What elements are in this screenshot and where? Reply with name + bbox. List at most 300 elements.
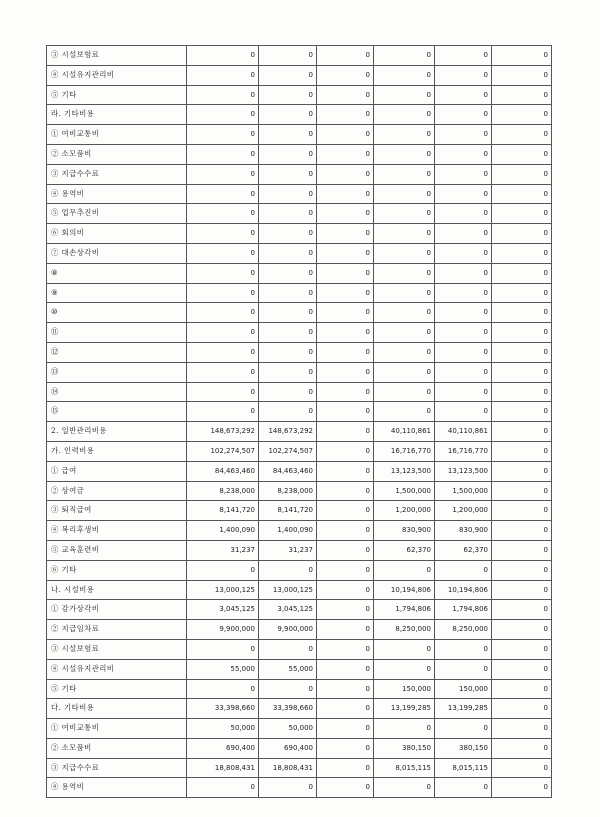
amount-cell: 0 — [317, 778, 374, 798]
amount-cell: 0 — [492, 560, 552, 580]
row-label: ① 여비교통비 — [47, 125, 187, 145]
amount-cell: 0 — [374, 402, 435, 422]
amount-cell: 0 — [187, 85, 259, 105]
amount-cell: 0 — [435, 659, 492, 679]
table-row — [47, 540, 552, 560]
amount-cell: 0 — [435, 719, 492, 739]
row-label: ④ 복리후생비 — [47, 521, 187, 541]
amount-cell: 0 — [259, 204, 317, 224]
table-row — [47, 243, 552, 263]
amount-cell: 0 — [492, 85, 552, 105]
amount-cell: 0 — [317, 738, 374, 758]
amount-cell: 0 — [374, 560, 435, 580]
amount-cell: 0 — [492, 283, 552, 303]
amount-cell: 0 — [492, 224, 552, 244]
row-label: ③ 시설보험료 — [47, 46, 187, 66]
row-label: ⑫ — [47, 342, 187, 362]
row-label: ⑥ 회의비 — [47, 224, 187, 244]
amount-cell: 0 — [492, 243, 552, 263]
table-row — [47, 303, 552, 323]
amount-cell: 0 — [317, 659, 374, 679]
row-label: ⑭ — [47, 382, 187, 402]
table-row — [47, 204, 552, 224]
table-row — [47, 422, 552, 442]
amount-cell: 0 — [374, 164, 435, 184]
amount-cell: 13,123,500 — [374, 461, 435, 481]
amount-cell: 8,238,000 — [187, 481, 259, 501]
amount-cell: 0 — [259, 778, 317, 798]
amount-cell: 0 — [259, 164, 317, 184]
amount-cell: 0 — [259, 382, 317, 402]
amount-cell: 0 — [492, 184, 552, 204]
amount-cell: 0 — [374, 639, 435, 659]
amount-cell: 0 — [187, 560, 259, 580]
amount-cell: 0 — [435, 125, 492, 145]
amount-cell: 0 — [374, 105, 435, 125]
amount-cell: 0 — [492, 659, 552, 679]
amount-cell: 0 — [317, 342, 374, 362]
amount-cell: 0 — [435, 85, 492, 105]
amount-cell: 0 — [492, 402, 552, 422]
amount-cell: 0 — [317, 125, 374, 145]
table-row — [47, 441, 552, 461]
amount-cell: 0 — [259, 679, 317, 699]
table-row — [47, 699, 552, 719]
amount-cell: 0 — [317, 501, 374, 521]
row-label: ② 소모품비 — [47, 738, 187, 758]
table-row — [47, 738, 552, 758]
amount-cell: 0 — [435, 639, 492, 659]
amount-cell: 0 — [374, 342, 435, 362]
amount-cell: 0 — [492, 65, 552, 85]
table-row — [47, 382, 552, 402]
amount-cell: 0 — [317, 362, 374, 382]
amount-cell: 0 — [435, 362, 492, 382]
amount-cell: 0 — [492, 580, 552, 600]
amount-cell: 0 — [492, 501, 552, 521]
amount-cell: 0 — [259, 303, 317, 323]
amount-cell: 1,500,000 — [435, 481, 492, 501]
amount-cell: 0 — [187, 144, 259, 164]
amount-cell: 0 — [317, 144, 374, 164]
amount-cell: 0 — [374, 184, 435, 204]
amount-cell: 0 — [317, 422, 374, 442]
amount-cell: 0 — [374, 719, 435, 739]
row-label: ⑬ — [47, 362, 187, 382]
amount-cell: 0 — [187, 46, 259, 66]
table-row — [47, 580, 552, 600]
amount-cell: 33,398,660 — [259, 699, 317, 719]
amount-cell: 50,000 — [259, 719, 317, 739]
amount-cell: 0 — [187, 184, 259, 204]
amount-cell: 0 — [374, 46, 435, 66]
row-label: ④ 시설유지관리비 — [47, 659, 187, 679]
table-row — [47, 65, 552, 85]
amount-cell: 0 — [435, 263, 492, 283]
amount-cell: 0 — [492, 778, 552, 798]
amount-cell: 0 — [187, 224, 259, 244]
amount-cell: 0 — [317, 283, 374, 303]
amount-cell: 13,199,285 — [435, 699, 492, 719]
amount-cell: 0 — [374, 323, 435, 343]
amount-cell: 10,194,806 — [435, 580, 492, 600]
amount-cell: 0 — [259, 560, 317, 580]
amount-cell: 0 — [259, 283, 317, 303]
amount-cell: 0 — [259, 65, 317, 85]
amount-cell: 8,238,000 — [259, 481, 317, 501]
amount-cell: 0 — [317, 600, 374, 620]
amount-cell: 8,015,115 — [374, 758, 435, 778]
amount-cell: 0 — [259, 85, 317, 105]
amount-cell: 1,200,000 — [374, 501, 435, 521]
amount-cell: 0 — [259, 263, 317, 283]
amount-cell: 0 — [317, 758, 374, 778]
row-label: ③ 지급수수료 — [47, 758, 187, 778]
amount-cell: 0 — [317, 639, 374, 659]
amount-cell: 0 — [435, 204, 492, 224]
amount-cell: 0 — [492, 620, 552, 640]
table-row — [47, 639, 552, 659]
amount-cell: 0 — [492, 540, 552, 560]
amount-cell: 9,900,000 — [259, 620, 317, 640]
amount-cell: 0 — [492, 738, 552, 758]
amount-cell: 0 — [259, 323, 317, 343]
table-row — [47, 481, 552, 501]
amount-cell: 0 — [492, 362, 552, 382]
amount-cell: 0 — [259, 184, 317, 204]
amount-cell: 55,000 — [259, 659, 317, 679]
row-label: ⑤ 교육훈련비 — [47, 540, 187, 560]
table-row — [47, 719, 552, 739]
amount-cell: 0 — [374, 65, 435, 85]
amount-cell: 0 — [435, 46, 492, 66]
amount-cell: 830,900 — [435, 521, 492, 541]
amount-cell: 0 — [492, 164, 552, 184]
amount-cell: 0 — [492, 719, 552, 739]
amount-cell: 0 — [435, 283, 492, 303]
amount-cell: 62,370 — [435, 540, 492, 560]
amount-cell: 84,463,460 — [259, 461, 317, 481]
table-row — [47, 560, 552, 580]
amount-cell: 0 — [435, 105, 492, 125]
amount-cell: 0 — [187, 323, 259, 343]
amount-cell: 0 — [187, 639, 259, 659]
table-row — [47, 105, 552, 125]
amount-cell: 0 — [374, 263, 435, 283]
amount-cell: 50,000 — [187, 719, 259, 739]
amount-cell: 0 — [317, 580, 374, 600]
amount-cell: 40,110,861 — [374, 422, 435, 442]
amount-cell: 0 — [374, 778, 435, 798]
amount-cell: 62,370 — [374, 540, 435, 560]
amount-cell: 0 — [187, 362, 259, 382]
amount-cell: 0 — [317, 105, 374, 125]
amount-cell: 0 — [492, 323, 552, 343]
row-label: ⑤ 기타 — [47, 85, 187, 105]
amount-cell: 102,274,507 — [187, 441, 259, 461]
amount-cell: 10,194,806 — [374, 580, 435, 600]
table-row — [47, 402, 552, 422]
amount-cell: 0 — [435, 184, 492, 204]
amount-cell: 0 — [187, 342, 259, 362]
amount-cell: 0 — [317, 85, 374, 105]
amount-cell: 3,045,125 — [187, 600, 259, 620]
amount-cell: 0 — [492, 263, 552, 283]
table-row — [47, 521, 552, 541]
row-label: ⑦ 대손상각비 — [47, 243, 187, 263]
amount-cell: 0 — [435, 342, 492, 362]
amount-cell: 150,000 — [374, 679, 435, 699]
table-row — [47, 263, 552, 283]
amount-cell: 0 — [492, 105, 552, 125]
amount-cell: 33,398,660 — [187, 699, 259, 719]
amount-cell: 0 — [187, 283, 259, 303]
amount-cell: 0 — [317, 204, 374, 224]
table-row — [47, 758, 552, 778]
table-row — [47, 342, 552, 362]
amount-cell: 0 — [492, 303, 552, 323]
amount-cell: 0 — [492, 639, 552, 659]
amount-cell: 102,274,507 — [259, 441, 317, 461]
amount-cell: 0 — [317, 461, 374, 481]
amount-cell: 0 — [187, 164, 259, 184]
amount-cell: 16,716,770 — [435, 441, 492, 461]
amount-cell: 0 — [317, 540, 374, 560]
amount-cell: 55,000 — [187, 659, 259, 679]
amount-cell: 0 — [317, 46, 374, 66]
amount-cell: 31,237 — [259, 540, 317, 560]
amount-cell: 13,199,285 — [374, 699, 435, 719]
amount-cell: 0 — [187, 243, 259, 263]
amount-cell: 0 — [492, 46, 552, 66]
amount-cell: 148,673,292 — [259, 422, 317, 442]
amount-cell: 0 — [374, 144, 435, 164]
amount-cell: 690,400 — [187, 738, 259, 758]
amount-cell: 0 — [492, 699, 552, 719]
row-label: ③ 시설보험료 — [47, 639, 187, 659]
amount-cell: 0 — [187, 125, 259, 145]
amount-cell: 0 — [435, 402, 492, 422]
amount-cell: 0 — [317, 65, 374, 85]
table-row — [47, 144, 552, 164]
amount-cell: 8,015,115 — [435, 758, 492, 778]
amount-cell: 0 — [259, 243, 317, 263]
amount-cell: 0 — [492, 342, 552, 362]
amount-cell: 0 — [317, 184, 374, 204]
amount-cell: 1,200,000 — [435, 501, 492, 521]
amount-cell: 0 — [492, 422, 552, 442]
amount-cell: 0 — [317, 481, 374, 501]
amount-cell: 0 — [317, 679, 374, 699]
amount-cell: 0 — [259, 402, 317, 422]
row-label: ⑪ — [47, 323, 187, 343]
row-label: ① 급여 — [47, 461, 187, 481]
amount-cell: 0 — [259, 342, 317, 362]
amount-cell: 0 — [492, 600, 552, 620]
amount-cell: 830,900 — [374, 521, 435, 541]
amount-cell: 148,673,292 — [187, 422, 259, 442]
amount-cell: 0 — [187, 679, 259, 699]
table-row — [47, 46, 552, 66]
amount-cell: 0 — [374, 303, 435, 323]
amount-cell: 13,000,125 — [259, 580, 317, 600]
row-label: 나. 시설비용 — [47, 580, 187, 600]
row-label: 다. 기타비용 — [47, 699, 187, 719]
table-row — [47, 323, 552, 343]
row-label: ③ 퇴직급여 — [47, 501, 187, 521]
amount-cell: 9,900,000 — [187, 620, 259, 640]
amount-cell: 0 — [374, 224, 435, 244]
amount-cell: 0 — [317, 224, 374, 244]
amount-cell: 0 — [435, 65, 492, 85]
table-row — [47, 362, 552, 382]
amount-cell: 0 — [435, 323, 492, 343]
row-label: ⑥ 기타 — [47, 560, 187, 580]
amount-cell: 40,110,861 — [435, 422, 492, 442]
row-label: ⑩ — [47, 303, 187, 323]
amount-cell: 0 — [317, 263, 374, 283]
row-label: ① 여비교통비 — [47, 719, 187, 739]
amount-cell: 0 — [187, 402, 259, 422]
row-label: ① 감가상각비 — [47, 600, 187, 620]
table-row — [47, 184, 552, 204]
amount-cell: 150,000 — [435, 679, 492, 699]
row-label: ② 소모품비 — [47, 144, 187, 164]
amount-cell: 0 — [317, 521, 374, 541]
amount-cell: 0 — [374, 125, 435, 145]
amount-cell: 0 — [317, 323, 374, 343]
amount-cell: 690,400 — [259, 738, 317, 758]
amount-cell: 380,150 — [435, 738, 492, 758]
table-row — [47, 600, 552, 620]
row-label: ⑨ — [47, 283, 187, 303]
amount-cell: 13,123,500 — [435, 461, 492, 481]
amount-cell: 0 — [492, 441, 552, 461]
amount-cell: 380,150 — [374, 738, 435, 758]
amount-cell: 0 — [259, 105, 317, 125]
amount-cell: 0 — [317, 164, 374, 184]
amount-cell: 1,400,090 — [259, 521, 317, 541]
table-row — [47, 461, 552, 481]
amount-cell: 18,808,431 — [259, 758, 317, 778]
table-row — [47, 125, 552, 145]
amount-cell: 0 — [187, 263, 259, 283]
amount-cell: 0 — [317, 699, 374, 719]
amount-cell: 18,808,431 — [187, 758, 259, 778]
amount-cell: 16,716,770 — [374, 441, 435, 461]
table-row — [47, 224, 552, 244]
amount-cell: 0 — [374, 659, 435, 679]
table-row — [47, 501, 552, 521]
amount-cell: 0 — [492, 679, 552, 699]
amount-cell: 0 — [492, 144, 552, 164]
amount-cell: 0 — [317, 382, 374, 402]
row-label: ⑧ — [47, 263, 187, 283]
amount-cell: 0 — [317, 402, 374, 422]
amount-cell: 0 — [317, 719, 374, 739]
row-label: ④ 시설유지관리비 — [47, 65, 187, 85]
amount-cell: 0 — [187, 65, 259, 85]
amount-cell: 0 — [492, 481, 552, 501]
amount-cell: 0 — [492, 461, 552, 481]
amount-cell: 8,141,720 — [259, 501, 317, 521]
amount-cell: 0 — [317, 560, 374, 580]
row-label: ④ 용역비 — [47, 778, 187, 798]
amount-cell: 8,250,000 — [435, 620, 492, 640]
amount-cell: 1,400,090 — [187, 521, 259, 541]
amount-cell: 0 — [259, 125, 317, 145]
table-row — [47, 659, 552, 679]
amount-cell: 0 — [492, 521, 552, 541]
row-label: ③ 지급수수료 — [47, 164, 187, 184]
expense-ledger-table — [46, 45, 552, 798]
amount-cell: 0 — [374, 362, 435, 382]
amount-cell: 0 — [259, 639, 317, 659]
amount-cell: 0 — [187, 382, 259, 402]
amount-cell: 1,500,000 — [374, 481, 435, 501]
ledger-body — [47, 46, 552, 798]
table-row — [47, 85, 552, 105]
amount-cell: 1,794,806 — [435, 600, 492, 620]
row-label: ② 상여금 — [47, 481, 187, 501]
amount-cell: 0 — [374, 85, 435, 105]
table-row — [47, 164, 552, 184]
amount-cell: 0 — [259, 144, 317, 164]
amount-cell: 0 — [492, 204, 552, 224]
table-row — [47, 620, 552, 640]
amount-cell: 0 — [317, 441, 374, 461]
amount-cell: 0 — [492, 382, 552, 402]
table-row — [47, 778, 552, 798]
amount-cell: 0 — [374, 382, 435, 402]
row-label: 가. 인력비용 — [47, 441, 187, 461]
row-label: ⑤ 업무추진비 — [47, 204, 187, 224]
row-label: 2. 일반관리비용 — [47, 422, 187, 442]
row-label: ⑮ — [47, 402, 187, 422]
row-label: ④ 용역비 — [47, 184, 187, 204]
amount-cell: 0 — [187, 303, 259, 323]
amount-cell: 0 — [435, 243, 492, 263]
amount-cell: 0 — [317, 620, 374, 640]
amount-cell: 8,250,000 — [374, 620, 435, 640]
amount-cell: 0 — [435, 144, 492, 164]
amount-cell: 3,045,125 — [259, 600, 317, 620]
amount-cell: 0 — [435, 303, 492, 323]
amount-cell: 0 — [374, 283, 435, 303]
amount-cell: 0 — [435, 224, 492, 244]
amount-cell: 8,141,720 — [187, 501, 259, 521]
amount-cell: 0 — [187, 778, 259, 798]
amount-cell: 0 — [435, 560, 492, 580]
amount-cell: 13,000,125 — [187, 580, 259, 600]
amount-cell: 0 — [374, 243, 435, 263]
amount-cell: 0 — [435, 382, 492, 402]
amount-cell: 0 — [187, 105, 259, 125]
row-label: ⑤ 기타 — [47, 679, 187, 699]
amount-cell: 0 — [317, 243, 374, 263]
amount-cell: 0 — [317, 303, 374, 323]
amount-cell: 84,463,460 — [187, 461, 259, 481]
amount-cell: 0 — [259, 362, 317, 382]
row-label: ② 지급임차료 — [47, 620, 187, 640]
amount-cell: 0 — [259, 224, 317, 244]
amount-cell: 0 — [259, 46, 317, 66]
amount-cell: 0 — [435, 164, 492, 184]
amount-cell: 0 — [435, 778, 492, 798]
row-label: 라. 기타비용 — [47, 105, 187, 125]
amount-cell: 0 — [374, 204, 435, 224]
amount-cell: 0 — [492, 125, 552, 145]
